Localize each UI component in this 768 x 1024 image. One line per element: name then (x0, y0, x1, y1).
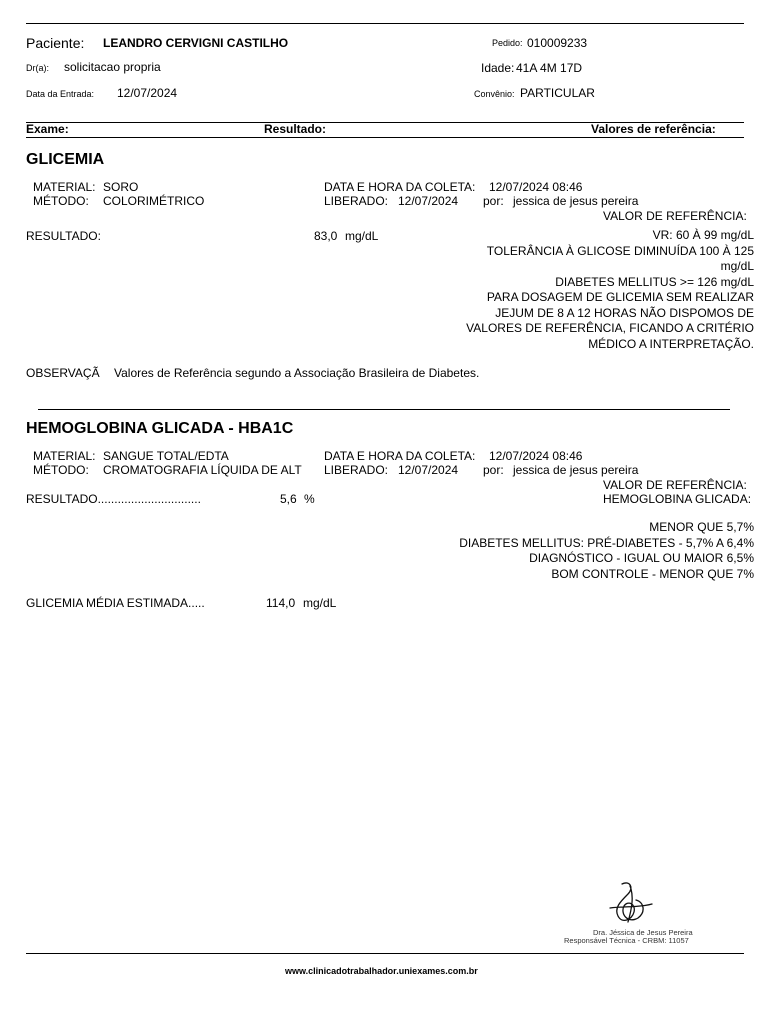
glicemia-method-value: COLORIMÉTRICO (103, 194, 205, 208)
hba1c-ref-line: DIABETES MELLITUS: PRÉ-DIABETES - 5,7% A 6,4% (459, 535, 754, 550)
glicemia-result-unit: mg/dL (345, 229, 379, 243)
order-label: Pedido: (492, 38, 523, 48)
age-value: 41A 4M 17D (516, 61, 583, 75)
hba1c-title: HEMOGLOBINA GLICADA - HBA1C (26, 420, 294, 437)
doctor-value: solicitacao propria (64, 60, 161, 74)
glicemia-reference-values (466, 228, 754, 352)
insurance-value: PARTICULAR (520, 86, 595, 100)
glicemia-result-value: 83,0 (314, 229, 338, 243)
signature-name: Dra. Jéssica de Jesus Pereira (593, 928, 693, 937)
glicemia-title: GLICEMIA (26, 151, 105, 168)
glicemia-ref-line: JEJUM DE 8 A 12 HORAS NÃO DISPOMOS DE (495, 305, 754, 320)
hba1c-collection-label: DATA E HORA DA COLETA: (324, 449, 476, 463)
glicemia-observation-value: Valores de Referência segundo a Associação Brasileira de Diabetes. (114, 366, 480, 380)
patient-label: Paciente: (26, 35, 85, 51)
result-column-header: Resultado: (264, 122, 327, 136)
glicemia-ref-heading: VALOR DE REFERÊNCIA: (603, 209, 747, 223)
top-rule (26, 23, 744, 24)
glicemia-by-label: por: (483, 194, 504, 208)
hba1c-ref-line: MENOR QUE 5,7% (649, 520, 754, 534)
footer-url[interactable]: www.clinicadotrabalhador.uniexames.com.br (285, 966, 478, 976)
hba1c-by-value: jessica de jesus pereira (513, 463, 639, 477)
hba1c-average-unit: mg/dL (303, 596, 337, 610)
glicemia-ref-line: mg/dL (720, 259, 754, 273)
glicemia-observation-label: OBSERVAÇÃ (26, 366, 100, 380)
glicemia-collection-label: DATA E HORA DA COLETA: (324, 180, 476, 194)
hba1c-average-value: 114,0 (266, 596, 296, 610)
glicemia-material-value: SORO (103, 180, 139, 194)
hba1c-released-label: LIBERADO: (324, 463, 389, 477)
hba1c-result-value: 5,6 (280, 492, 297, 506)
glicemia-collection-value: 12/07/2024 08:46 (489, 180, 583, 194)
glicemia-ref-line: DIABETES MELLITUS >= 126 mg/dL (555, 274, 754, 289)
signature-role: Responsável Técnica - CRBM: 11057 (564, 936, 689, 945)
hba1c-method-value: CROMATOGRAFIA LÍQUIDA DE ALT (103, 463, 302, 477)
hba1c-material-value: SANGUE TOTAL/EDTA (103, 449, 229, 463)
glicemia-ref-line: VALORES DE REFERÊNCIA, FICANDO A CRITÉRIO (466, 321, 754, 335)
hba1c-ref-line: DIAGNÓSTICO - IGUAL OU MAIOR 6,5% (529, 551, 754, 565)
reference-column-header: Valores de referência: (591, 122, 716, 136)
glicemia-method-label: MÉTODO: (33, 194, 89, 208)
hba1c-reference-values (459, 520, 754, 582)
hba1c-released-value: 12/07/2024 (398, 463, 459, 477)
hba1c-ref-subheading: HEMOGLOBINA GLICADA: (603, 492, 752, 506)
hba1c-method-label: MÉTODO: (33, 463, 89, 477)
glicemia-ref-line: VR: 60 À 99 mg/dL (652, 228, 754, 242)
glicemia-result-label: RESULTADO: (26, 229, 101, 243)
hba1c-ref-line: BOM CONTROLE - MENOR QUE 7% (551, 566, 754, 581)
hba1c-result-unit: % (304, 492, 315, 506)
order-value: 010009233 (527, 36, 588, 50)
footer-rule (26, 953, 744, 954)
hba1c-collection-value: 12/07/2024 08:46 (489, 449, 583, 463)
signature-scribble (600, 878, 660, 930)
patient-name: LEANDRO CERVIGNI CASTILHO (103, 36, 289, 50)
glicemia-ref-line: MÉDICO A INTERPRETAÇÃO. (588, 336, 754, 351)
hba1c-average-label: GLICEMIA MÉDIA ESTIMADA..... (26, 596, 205, 610)
insurance-label: Convênio: (474, 89, 515, 99)
hba1c-material-label: MATERIAL: (33, 449, 96, 463)
glicemia-material-label: MATERIAL: (33, 180, 96, 194)
glicemia-released-label: LIBERADO: (324, 194, 389, 208)
doctor-label: Dr(a): (26, 63, 49, 73)
hba1c-ref-heading: VALOR DE REFERÊNCIA: (603, 478, 747, 492)
glicemia-ref-line: TOLERÂNCIA À GLICOSE DIMINUÍDA 100 À 125 (486, 243, 754, 258)
entry-date-value: 12/07/2024 (117, 86, 178, 100)
glicemia-by-value: jessica de jesus pereira (513, 194, 639, 208)
age-label: Idade: (481, 61, 515, 75)
hba1c-by-label: por: (483, 463, 504, 477)
exam-column-header: Exame: (26, 122, 69, 136)
section-divider (38, 409, 730, 410)
glicemia-released-value: 12/07/2024 (398, 194, 459, 208)
glicemia-ref-line: PARA DOSAGEM DE GLICEMIA SEM REALIZAR (486, 290, 754, 304)
columns-bottom-rule (26, 137, 744, 138)
hba1c-result-label: RESULTADO............................... (26, 492, 201, 506)
entry-date-label: Data da Entrada: (26, 89, 95, 99)
